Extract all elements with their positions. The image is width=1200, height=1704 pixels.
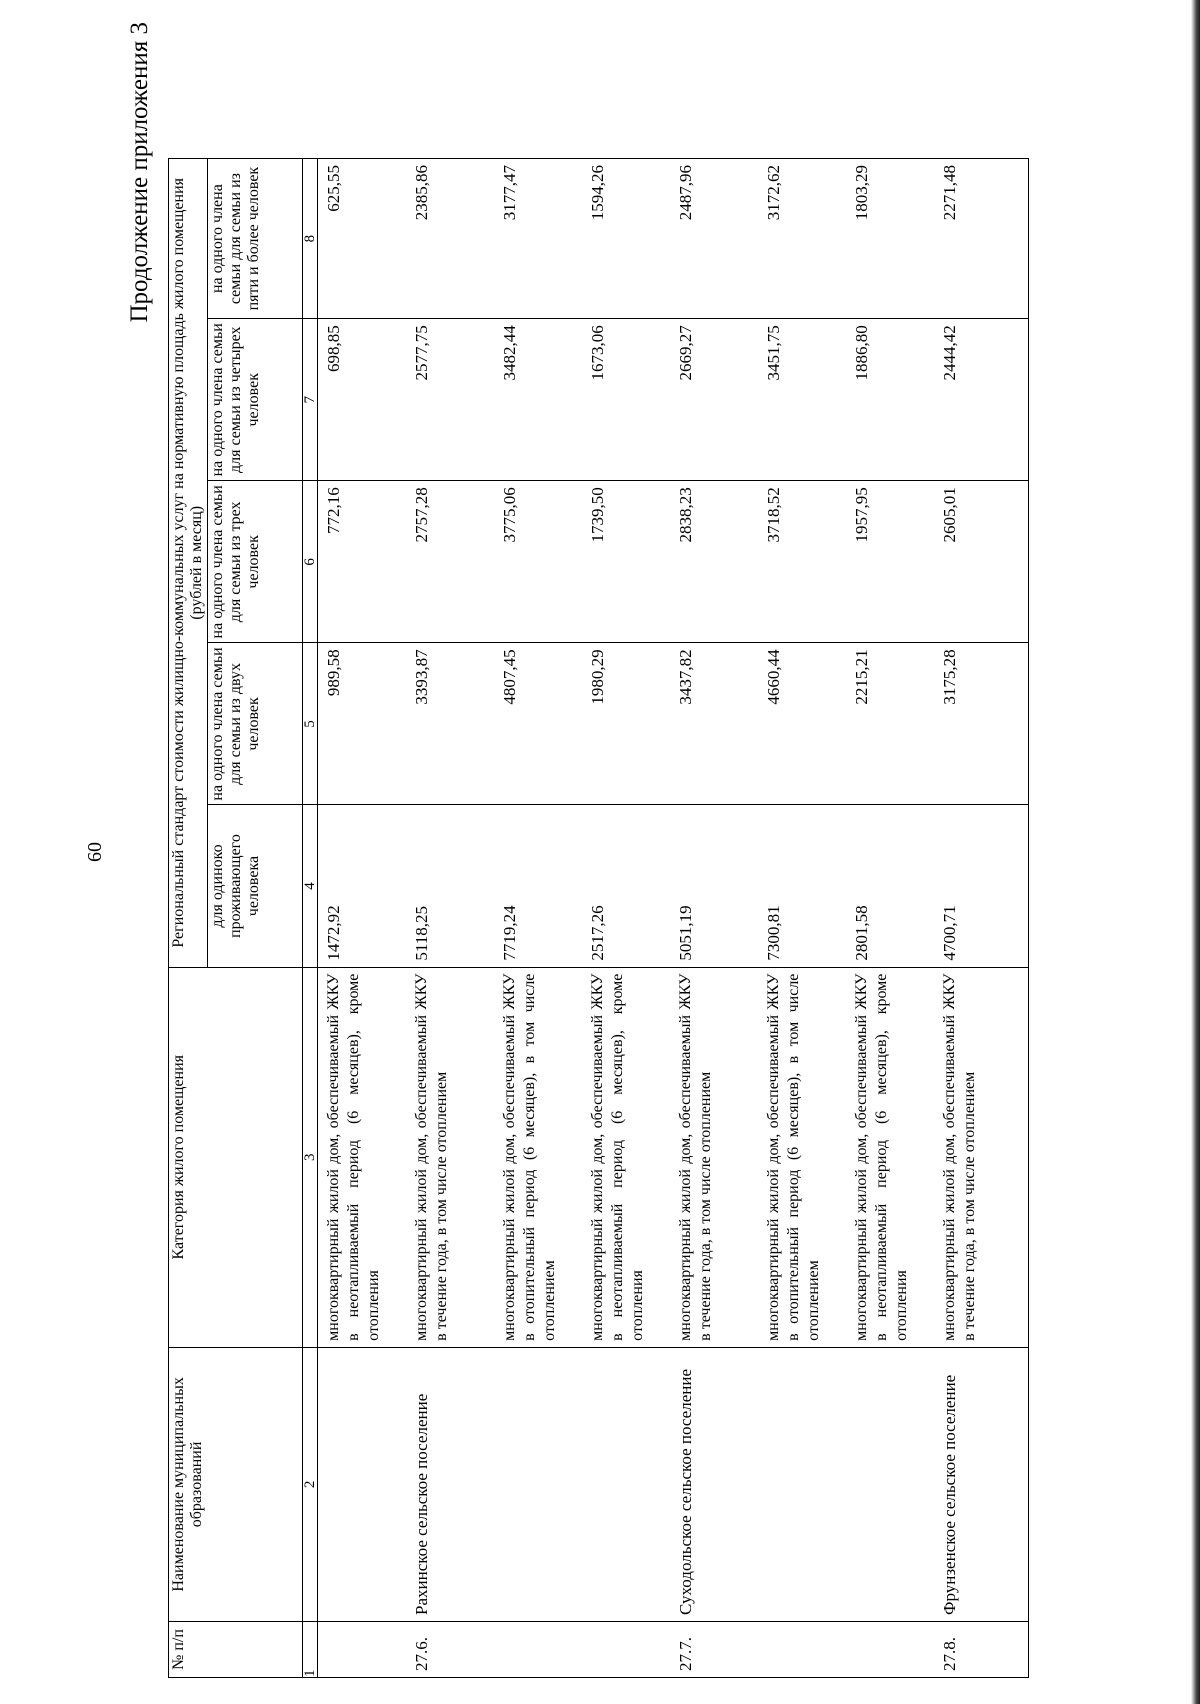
header-municipality: Наименование муниципальных образований: [169, 1347, 303, 1621]
value-two: 1980,29: [588, 643, 676, 805]
housing-category: многоквартирный жилой дом, обеспечиваемый ЖКУ в течение года, в том числе отоплением: [412, 967, 500, 1347]
value-four: 3482,44: [500, 319, 588, 481]
value-four: 2444,42: [940, 319, 1029, 481]
value-single: 7300,81: [764, 805, 852, 967]
header-standard: Региональный стандарт стоимости жилищно-коммунальных услуг на нормативную площадь жилого помещения (рублей в месяц): [169, 159, 208, 968]
value-three: 772,16: [318, 481, 413, 643]
header-sub-two: на одного члена семьи для семьи из двух человек: [208, 643, 303, 805]
page-number: 60: [84, 842, 106, 862]
appendix-heading: Продолжение приложения 3: [126, 22, 153, 323]
value-three: 3775,06: [500, 481, 588, 643]
municipality-name: [852, 1347, 940, 1621]
value-five: 1803,29: [852, 159, 940, 319]
housing-category: многоквартирный жилой дом, обеспечиваемый ЖКУ в неотапливаемый период (6 месяцев), кроме отопления: [588, 967, 676, 1347]
value-single: 2517,26: [588, 805, 676, 967]
table-row: [676, 159, 764, 1678]
col-number-4: 4: [303, 805, 318, 967]
table-row: [318, 159, 413, 1678]
municipality-name: [500, 1347, 588, 1621]
value-three: 2838,23: [676, 481, 764, 643]
housing-category: многоквартирный жилой дом, обеспечиваемый ЖКУ в течение года, в том числе отоплением: [676, 967, 764, 1347]
header-num: № п/п: [169, 1621, 303, 1677]
value-two: 989,58: [318, 643, 413, 805]
table-row: [588, 159, 676, 1678]
value-single: 5051,19: [676, 805, 764, 967]
table-row: [940, 159, 1029, 1678]
col-number-8: 8: [303, 159, 318, 319]
value-five: 2487,96: [676, 159, 764, 319]
row-number: 27.8.: [940, 1621, 1029, 1677]
header-sub-three: на одного члена семьи для семьи из трех человек: [208, 481, 303, 643]
housing-category: многоквартирный жилой дом, обеспечиваемый ЖКУ в неотапливаемый период (6 месяцев), кроме отопления: [852, 967, 940, 1347]
value-single: 2801,58: [852, 805, 940, 967]
col-number-3: 3: [303, 967, 318, 1347]
table-row: [764, 159, 852, 1678]
header-sub-four: на одного члена семьи для семьи из четырех человек: [208, 319, 303, 481]
table-row: [852, 159, 940, 1678]
value-two: 4807,45: [500, 643, 588, 805]
value-single: 4700,71: [940, 805, 1029, 967]
header-row-1: [169, 159, 208, 1678]
row-number: [500, 1621, 588, 1677]
value-five: 625,55: [318, 159, 413, 319]
value-three: 1957,95: [852, 481, 940, 643]
header-sub-five: на одного члена семьи для семьи из пяти и более человек: [208, 159, 303, 319]
value-three: 1739,50: [588, 481, 676, 643]
municipality-name: [588, 1347, 676, 1621]
value-three: 2757,28: [412, 481, 500, 643]
value-four: 1886,80: [852, 319, 940, 481]
col-number-6: 6: [303, 481, 318, 643]
value-two: 2215,21: [852, 643, 940, 805]
value-five: 1594,26: [588, 159, 676, 319]
value-three: 3718,52: [764, 481, 852, 643]
col-number-7: 7: [303, 319, 318, 481]
table-row: [500, 159, 588, 1678]
header-category: Категория жилого помещения: [169, 967, 303, 1347]
table-row: [412, 159, 500, 1678]
value-three: 2605,01: [940, 481, 1029, 643]
value-four: 3451,75: [764, 319, 852, 481]
tariff-table: [168, 158, 1029, 1678]
row-number: 27.6.: [412, 1621, 500, 1677]
value-single: 5118,25: [412, 805, 500, 967]
value-five: 3177,47: [500, 159, 588, 319]
col-number-5: 5: [303, 643, 318, 805]
value-two: 3437,82: [676, 643, 764, 805]
row-number: [852, 1621, 940, 1677]
municipality-name: Рахинское сельское поселение: [412, 1347, 500, 1621]
value-five: 3172,62: [764, 159, 852, 319]
header-sub-single: для одиноко проживающего человека: [208, 805, 303, 967]
municipality-name: Суходольское сельское поселение: [676, 1347, 764, 1621]
value-four: 2577,75: [412, 319, 500, 481]
housing-category: многоквартирный жилой дом, обеспечиваемый ЖКУ в течение года, в том числе отоплением: [940, 967, 1029, 1347]
municipality-name: Фрунзенское сельское поселение: [940, 1347, 1029, 1621]
housing-category: многоквартирный жилой дом, обеспечиваемый ЖКУ в неотапливаемый период (6 месяцев), кроме отопления: [318, 967, 413, 1347]
value-single: 1472,92: [318, 805, 413, 967]
row-number: [318, 1621, 413, 1677]
col-number-2: 2: [303, 1347, 318, 1621]
housing-category: многоквартирный жилой дом, обеспечиваемый ЖКУ в отопительный период (6 месяцев), в том числе отоплением: [500, 967, 588, 1347]
value-two: 4660,44: [764, 643, 852, 805]
value-four: 2669,27: [676, 319, 764, 481]
municipality-name: [764, 1347, 852, 1621]
value-four: 698,85: [318, 319, 413, 481]
value-two: 3175,28: [940, 643, 1029, 805]
row-number: [764, 1621, 852, 1677]
col-number-1: 1: [303, 1621, 318, 1677]
value-single: 7719,24: [500, 805, 588, 967]
value-five: 2271,48: [940, 159, 1029, 319]
housing-category: многоквартирный жилой дом, обеспечиваемый ЖКУ в отопительный период (6 месяцев), в том числе отоплением: [764, 967, 852, 1347]
column-number-row: [303, 159, 318, 1678]
value-four: 1673,06: [588, 319, 676, 481]
row-number: [588, 1621, 676, 1677]
row-number: 27.7.: [676, 1621, 764, 1677]
municipality-name: [318, 1347, 413, 1621]
value-two: 3393,87: [412, 643, 500, 805]
value-five: 2385,86: [412, 159, 500, 319]
